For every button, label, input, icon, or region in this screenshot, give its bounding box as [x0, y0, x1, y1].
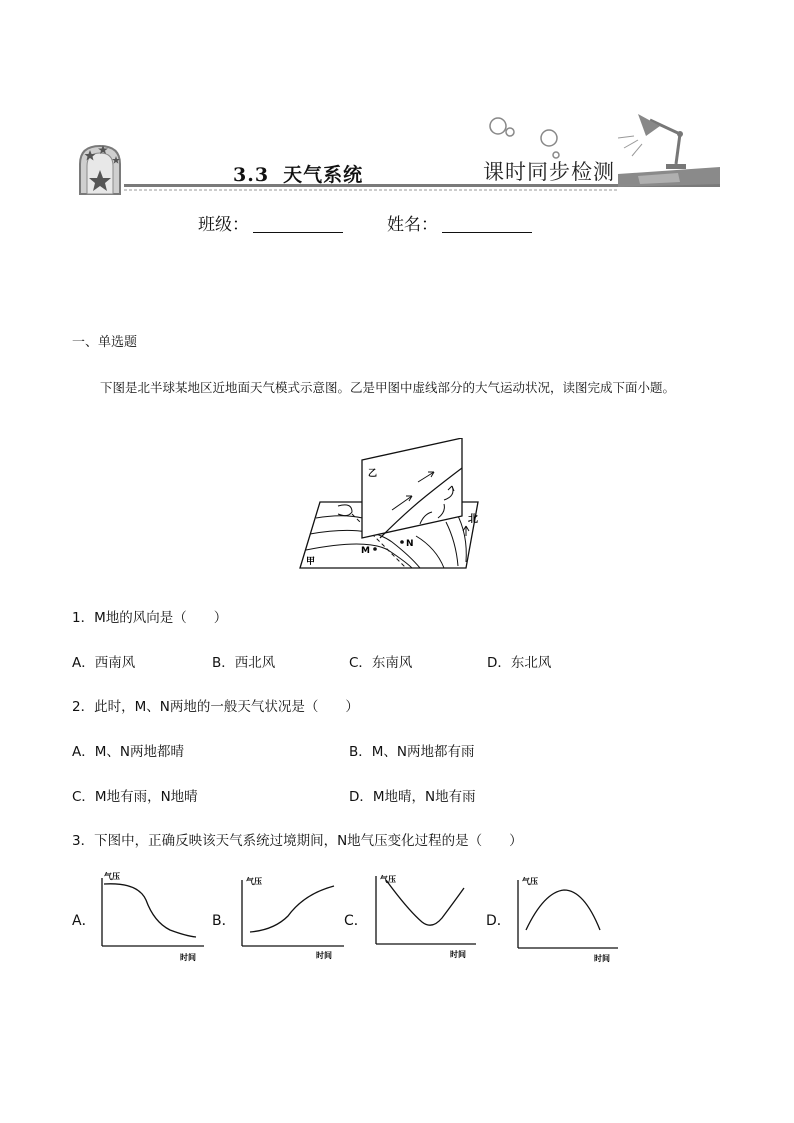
y-axis-label: 气压	[246, 877, 262, 886]
y-axis-label: 气压	[380, 875, 396, 884]
title-number: 3.3	[233, 164, 270, 186]
pressure-curve	[526, 890, 600, 930]
pressure-curve	[104, 884, 196, 937]
page-subtitle: 课时同步检测	[483, 160, 615, 184]
section-heading: 一、单选题	[72, 335, 138, 350]
name-blank[interactable]	[442, 214, 532, 233]
student-info-row	[198, 210, 532, 235]
label-m: M	[361, 546, 370, 556]
label-bei: 北	[468, 514, 478, 525]
q1-option-b[interactable]: B．西北风	[212, 655, 276, 671]
y-axis-label: 气压	[104, 872, 120, 881]
label-jia: 甲	[306, 557, 316, 567]
banner-decoration	[78, 112, 720, 198]
name-label: 姓名：	[387, 215, 438, 235]
q2-option-d[interactable]: D．M地晴，N地有雨	[349, 789, 476, 805]
q3-option-b[interactable]: B．	[212, 913, 236, 929]
q3-option-d[interactable]: D．	[486, 913, 511, 929]
q3-option-a[interactable]: A．	[72, 913, 96, 929]
x-axis-label: 时间	[594, 954, 610, 963]
y-axis-label: 气压	[522, 877, 538, 886]
intro-paragraph: 下图是北半球某地区近地面天气模式示意图。乙是甲图中虚线部分的大气运动状况，读图完成下面小题。	[100, 380, 676, 395]
point-m	[373, 547, 377, 551]
pressure-curve	[250, 886, 334, 932]
x-axis-label: 时间	[450, 950, 466, 959]
x-axis-label: 时间	[180, 953, 196, 962]
x-axis-label: 时间	[316, 951, 332, 960]
label-yi: 乙	[368, 469, 378, 479]
q2-option-c[interactable]: C．M地有雨，N地晴	[72, 789, 198, 805]
q2-option-b[interactable]: B．M、N两地都有雨	[349, 744, 475, 760]
q3-option-c[interactable]: C．	[344, 913, 368, 929]
class-blank[interactable]	[253, 214, 343, 233]
graph-b	[238, 870, 348, 965]
question-1-stem: 1．M地的风向是（ ）	[72, 610, 228, 626]
header-banner	[78, 112, 720, 198]
weather-map-figure	[296, 438, 492, 570]
question-3-stem: 3．下图中，正确反映该天气系统过境期间，N地气压变化过程的是（ ）	[72, 833, 523, 849]
page-title	[233, 160, 363, 187]
q1-option-a[interactable]: A．西南风	[72, 655, 136, 671]
q1-option-d[interactable]: D．东北风	[487, 655, 552, 671]
label-n: N	[406, 539, 414, 549]
title-text: 天气系统	[283, 164, 364, 186]
graph-d	[514, 870, 624, 965]
pressure-curve	[386, 880, 464, 925]
class-label: 班级：	[198, 215, 249, 235]
q1-option-c[interactable]: C．东南风	[349, 655, 413, 671]
graph-a	[98, 870, 208, 965]
point-n	[400, 540, 404, 544]
question-2-stem: 2．此时，M、N两地的一般天气状况是（ ）	[72, 699, 359, 715]
q2-option-a[interactable]: A．M、N两地都晴	[72, 744, 184, 760]
graph-c	[372, 870, 482, 965]
